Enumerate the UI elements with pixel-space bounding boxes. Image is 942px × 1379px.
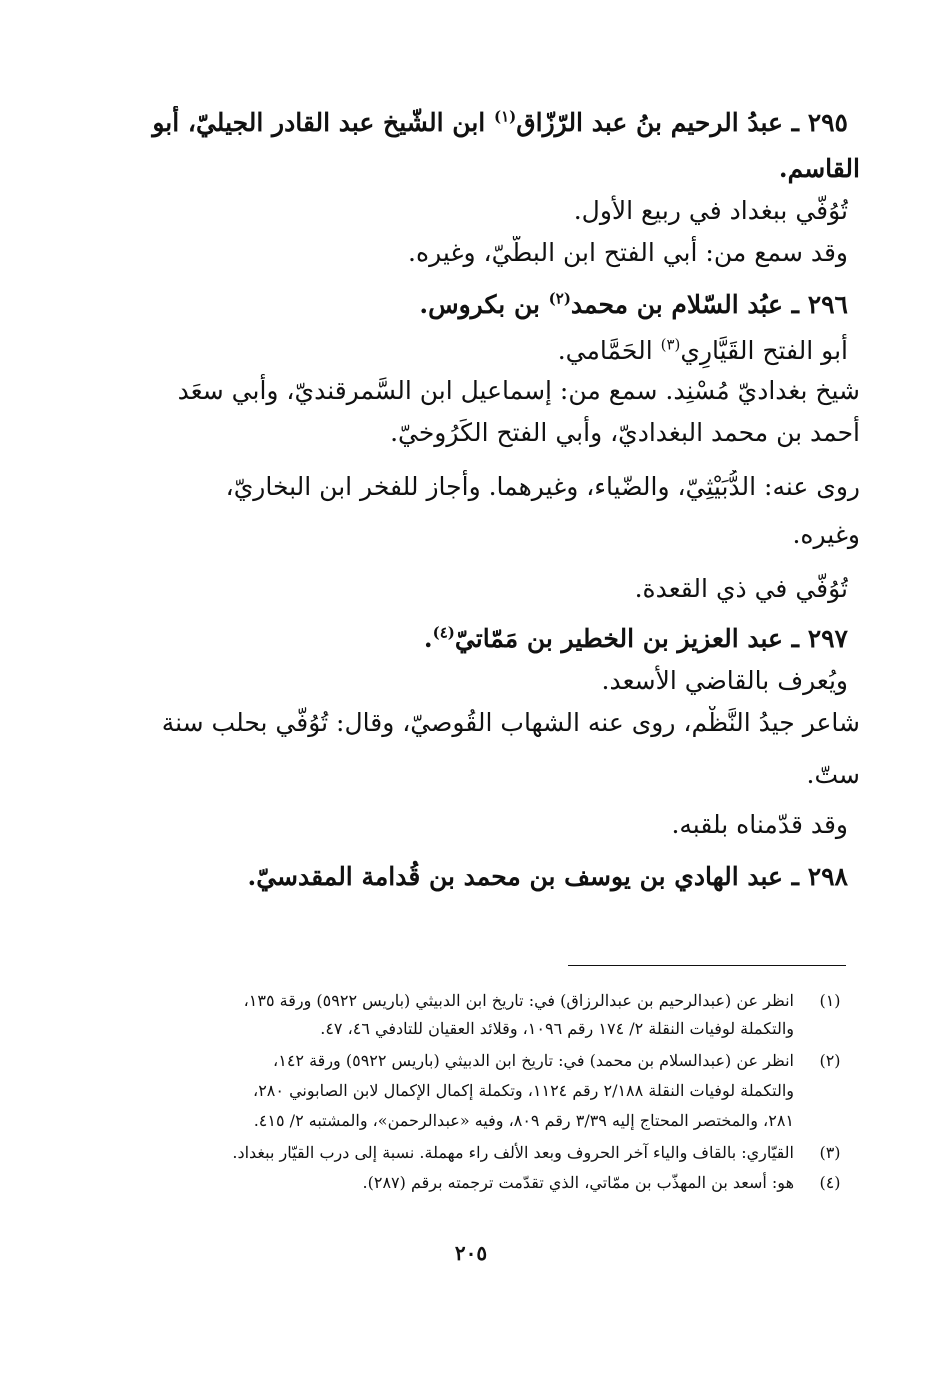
entry-295-heading-cont: القاسم. <box>778 154 860 183</box>
footnote-2-line: ٢٨١، والمختصر المحتاج إليه ٣/٣٩ رقم ٨٠٩، وفيه «عبدالرحمن»، والمشتبه ٢/ ٤١٥. <box>253 1111 794 1130</box>
entry-295-death: تُوُفّي ببغداد في ربيع الأول. <box>573 196 848 225</box>
entry-296-students-cont: وغيره. <box>792 520 860 549</box>
entry-296-name-end: بن بكروس. <box>419 290 549 319</box>
entry-295-teachers: وقد سمع من: أبي الفتح ابن البطّيّ، وغيره. <box>408 238 848 267</box>
footnote-ref-2[interactable]: (٢) <box>548 289 571 308</box>
entry-296-description-cont: أحمد بن محمد البغداديّ، وأبي الفتح الكَرُوخيّ. <box>390 418 860 447</box>
entry-296-description: شيخ بغداديّ مُسْنِد. سمع من: إسماعيل ابن السَّمرقنديّ، وأبي سعَد <box>177 376 860 405</box>
entry-296-death: تُوُفّي في ذي القعدة. <box>634 574 848 603</box>
footnote-1-line: انظر عن (عبدالرحيم بن عبدالرزاق) في: تاريخ ابن الدبيثي (باريس ٥٩٢٢) ورقة ١٣٥، <box>243 991 794 1010</box>
entry-296-students: روى عنه: الدُّبَيْثِيّ، والضّياء، وغيرهما. وأجاز للفخر ابن البخاريّ، <box>225 472 860 501</box>
footnote-3-number: (٣) <box>819 1143 841 1162</box>
footnote-2-line: والتكملة لوفيات النقلة ٢/١٨٨ رقم ١١٢٤، وتكملة إكمال الإكمال لابن الصابوني ٢٨٠، <box>253 1081 794 1100</box>
entry-297-name-end: . <box>423 624 433 653</box>
page-number: ٢٠٥ <box>454 1241 488 1265</box>
footnote-1-line: والتكملة لوفيات النقلة ٢/ ١٧٤ رقم ١٠٩٦، وقلائد العقيان للتادفي ٤٦، ٤٧. <box>320 1019 794 1038</box>
entry-295-lineage: ابن الشّيخ عبد القادر الجيليّ، أبو <box>152 108 494 137</box>
footnote-ref-4[interactable]: (٤) <box>432 623 455 642</box>
entry-298-heading: ٢٩٨ ـ عبد الهادي بن يوسف بن محمد بن قُدامة المقدسيّ. <box>247 862 848 891</box>
footnote-separator <box>568 965 846 966</box>
entry-297-description-cont: ستّ. <box>806 760 860 789</box>
entry-296-heading <box>138 288 848 326</box>
footnote-1-number: (١) <box>819 991 841 1010</box>
footnote-ref-3[interactable]: (٣) <box>660 335 681 354</box>
entry-296-name: ٢٩٦ ـ عبُد السّلام بن محمد <box>570 290 848 319</box>
entry-295-name: ٢٩٥ ـ عبدُ الرحيم بنُ عبد الرّزّاق <box>516 108 848 137</box>
footnote-ref-1[interactable]: (١) <box>493 107 517 126</box>
footnote-2-number: (٢) <box>819 1051 841 1070</box>
entry-297-note: وقد قدّمناه بلقبه. <box>671 810 848 839</box>
footnote-3-line: القيّاري: بالقاف والياء آخر الحروف وبعد الألف راء مهملة. نسبة إلى درب القيّار ببغداد. <box>232 1143 794 1162</box>
entry-295-heading <box>128 106 848 144</box>
entry-296-kunya <box>138 334 848 372</box>
entry-297-name: ٢٩٧ ـ عبد العزيز بن الخطير بن مَمّاتيّ <box>454 624 848 653</box>
entry-297-heading <box>138 622 848 660</box>
entry-296-kunya-a: أبو الفتح القَيَّارِي <box>680 336 848 365</box>
entry-297-title: ويُعرف بالقاضي الأسعد. <box>601 666 848 695</box>
footnote-4-line: هو: أسعد بن المهذّب بن ممّاتي، الذي تقدّمت ترجمته برقم (٢٨٧). <box>362 1173 794 1192</box>
entry-296-kunya-b: الحَمَّامي. <box>557 336 661 365</box>
footnote-4-number: (٤) <box>819 1173 841 1192</box>
footnote-2-line: انظر عن (عبدالسلام بن محمد) في: تاريخ ابن الدبيثي (باريس ٥٩٢٢) ورقة ١٤٢، <box>273 1051 794 1070</box>
entry-297-description: شاعر جيدُ النَّظْم، روى عنه الشهاب القُوصيّ، وقال: تُوُفّي بحلب سنة <box>161 708 860 737</box>
